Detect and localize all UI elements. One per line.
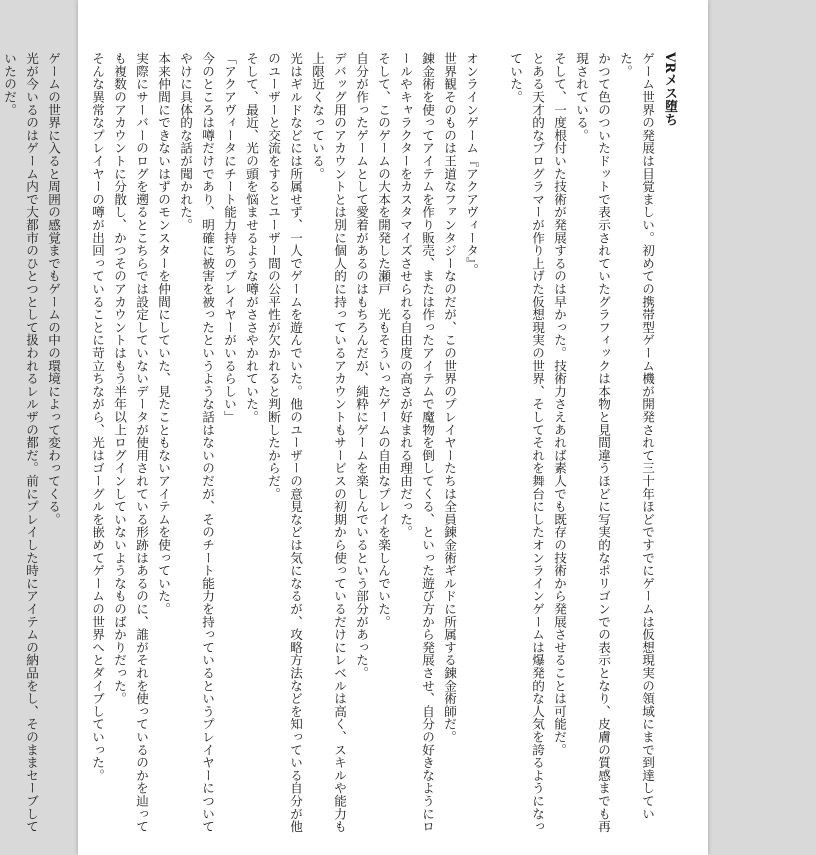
paragraph: 世界観そのものは王道なファンタジーなのだが、この世界のプレイヤーたちは全員錬金術ギルドに所属する錬金術師だ。 — [442, 52, 457, 744]
paragraph: オンラインゲーム『アクアヴィータ』。 — [464, 52, 479, 277]
paragraph: 自分が作ったゲームとして愛着があるのはもちろんだが、純粋にゲームを楽しんでいるという部分があった。 — [354, 52, 369, 680]
paragraph: デバッグ用のアカウントとは別に個人的に持っているアカウントもサービスの初期から使っているだけにレベルは高く、スキルや能力も上限近くなっている。 — [310, 52, 347, 833]
paragraph: 光はギルドなどには所属せず、一人でゲームを遊んでいた。他のユーザーの意見などは気になるが、攻略方法などを知っている自分が他のユーザーと交流をするとユーザー間の公平性が欠かれると判断したからだ。 — [266, 52, 303, 833]
vertical-text-block — [0, 52, 680, 842]
paragraph: ゲーム世界の発展は目覚ましい。初めての携帯型ゲーム機が開発されて三十年ほどですでにゲームは仮想現実の領域にまで到達していた。 — [618, 52, 655, 820]
paragraph: 今のところは噂だけであり、明確に被害を被ったというような話はないのだが、そのチート能力を持っているというプレイヤーについてやけに具体的な話が聞かれた。 — [178, 52, 215, 833]
paragraph: 「アクアヴィータにチート能力持ちのプレイヤーがいるらしい」 — [222, 52, 237, 424]
document-title: VRメス堕ち — [662, 52, 677, 127]
paragraph: 実際にサーバーのログを遡るとこちらでは設定していないデータが使用されている形跡はあるのに、誰がそれを使っているのかを辿っても複数のアカウントに分散し、かつそのアカウントはもう半年以上ログインしていないようなものばかりだった。 — [112, 52, 149, 833]
paragraph: そして、一度根付いた技術が発展するのは早かった。技術力さえあれば素人でも既存の技術から発展させることは可能だ。 — [552, 52, 567, 756]
paragraph-spacer — [482, 52, 504, 842]
paragraph-spacer — [64, 52, 86, 842]
paragraph: 錬金術を使ってアイテムを作り販売、または作ったアイテムで魔物を倒してくる、といった遊び方から発展させ、自分の好きなようにロールやキャラクターをカスタマイズさせられる自由度の高さが好まれる理由だった。 — [398, 52, 435, 833]
paragraph: そんな異常なプレイヤーの噂が出回っていることに苛立ちながら、光はゴーグルを嵌めてゲームの世界へとダイブしていった。 — [90, 52, 105, 782]
paragraph: 光が今いるのはゲーム内で大都市のひとつとして扱われるレルザの都だ。前にプレイした時にアイテムの納品をし、そのままセーブしていたのだ。 — [2, 52, 39, 833]
paragraph: ゲームの世界に入ると周囲の感覚までもゲームの中の環境によって変わってくる。 — [46, 52, 61, 526]
paragraph: かつて色のついたドットで表示されていたグラフィックは本物と見間違うほどに写実的なポリゴンでの表示となり、皮膚の質感までも再現されている。 — [574, 52, 611, 833]
document-page — [2, 0, 708, 855]
paragraph: そして、このゲームの大本を開発した瀬戸 光もそういったゲームの自由なプレイを楽しんでいた。 — [376, 52, 391, 628]
paragraph: とある天才的なプログラマーが作り上げた仮想現実の世界、そしてそれを舞台にしたオンラインゲームは爆発的な人気を誇るようになっていた。 — [508, 52, 545, 833]
paragraph: 本来仲間にできないはずのモンスターを仲間にしていた、見たこともないアイテムを使っていた。 — [156, 52, 171, 616]
paragraph: そして、最近、光の頭を悩ませるような噂がささやかれていた。 — [244, 52, 259, 424]
